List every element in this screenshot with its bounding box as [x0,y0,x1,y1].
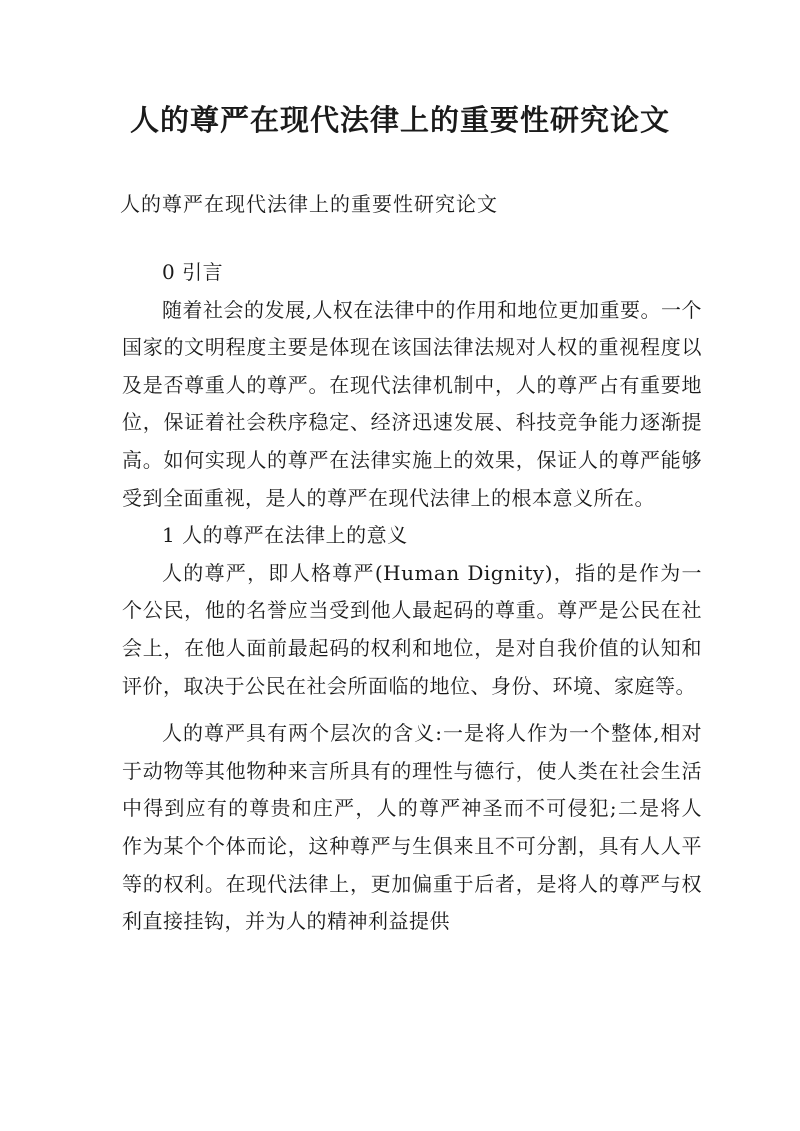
document-title: 人的尊严在现代法律上的重要性研究论文 [129,103,670,137]
document-body [122,254,702,941]
paragraph-definition: 人的尊严，即人格尊严(Human Dignity)，指的是作为一个公民，他的名誉应当受到他人最起码的尊重。尊严是公民在社会上，在他人面前最起码的权利和地位，是对自我价值的认知和评价，取决于公民在社会所面临的地位、身份、环境、家庭等。 [122,560,702,698]
section-heading-intro: 0 引言 [162,260,224,284]
paragraph-two-levels: 人的尊严具有两个层次的含义:一是将人作为一个整体,相对于动物等其他物种来言所具有的理性与德行，使人类在社会生活中得到应有的尊贵和庄严，人的尊严神圣而不可侵犯;二是将人作为某个个体而论，这种尊严与生俱来且不可分割，具有人人平等的权利。在现代法律上，更加偏重于后者，是将人的尊严与权利直接挂钩，并为人的精神利益提供 [122,721,702,934]
section-heading-meaning: 1 人的尊严在法律上的意义 [162,523,408,548]
document-subtitle: 人的尊严在现代法律上的重要性研究论文 [120,192,498,216]
paragraph-intro: 随着社会的发展,人权在法律中的作用和地位更加重要。一个国家的文明程度主要是体现在该国法律法规对人权的重视程度以及是否尊重人的尊严。在现代法律机制中，人的尊严占有重要地位，保证着社会秩序稳定、经济迅速发展、科技竞争能力逐渐提高。如何实现人的尊严在法律实施上的效果，保证人的尊严能够受到全面重视，是人的尊严在现代法律上的根本意义所在。 [122,297,702,510]
paragraph-spacer [122,705,702,715]
